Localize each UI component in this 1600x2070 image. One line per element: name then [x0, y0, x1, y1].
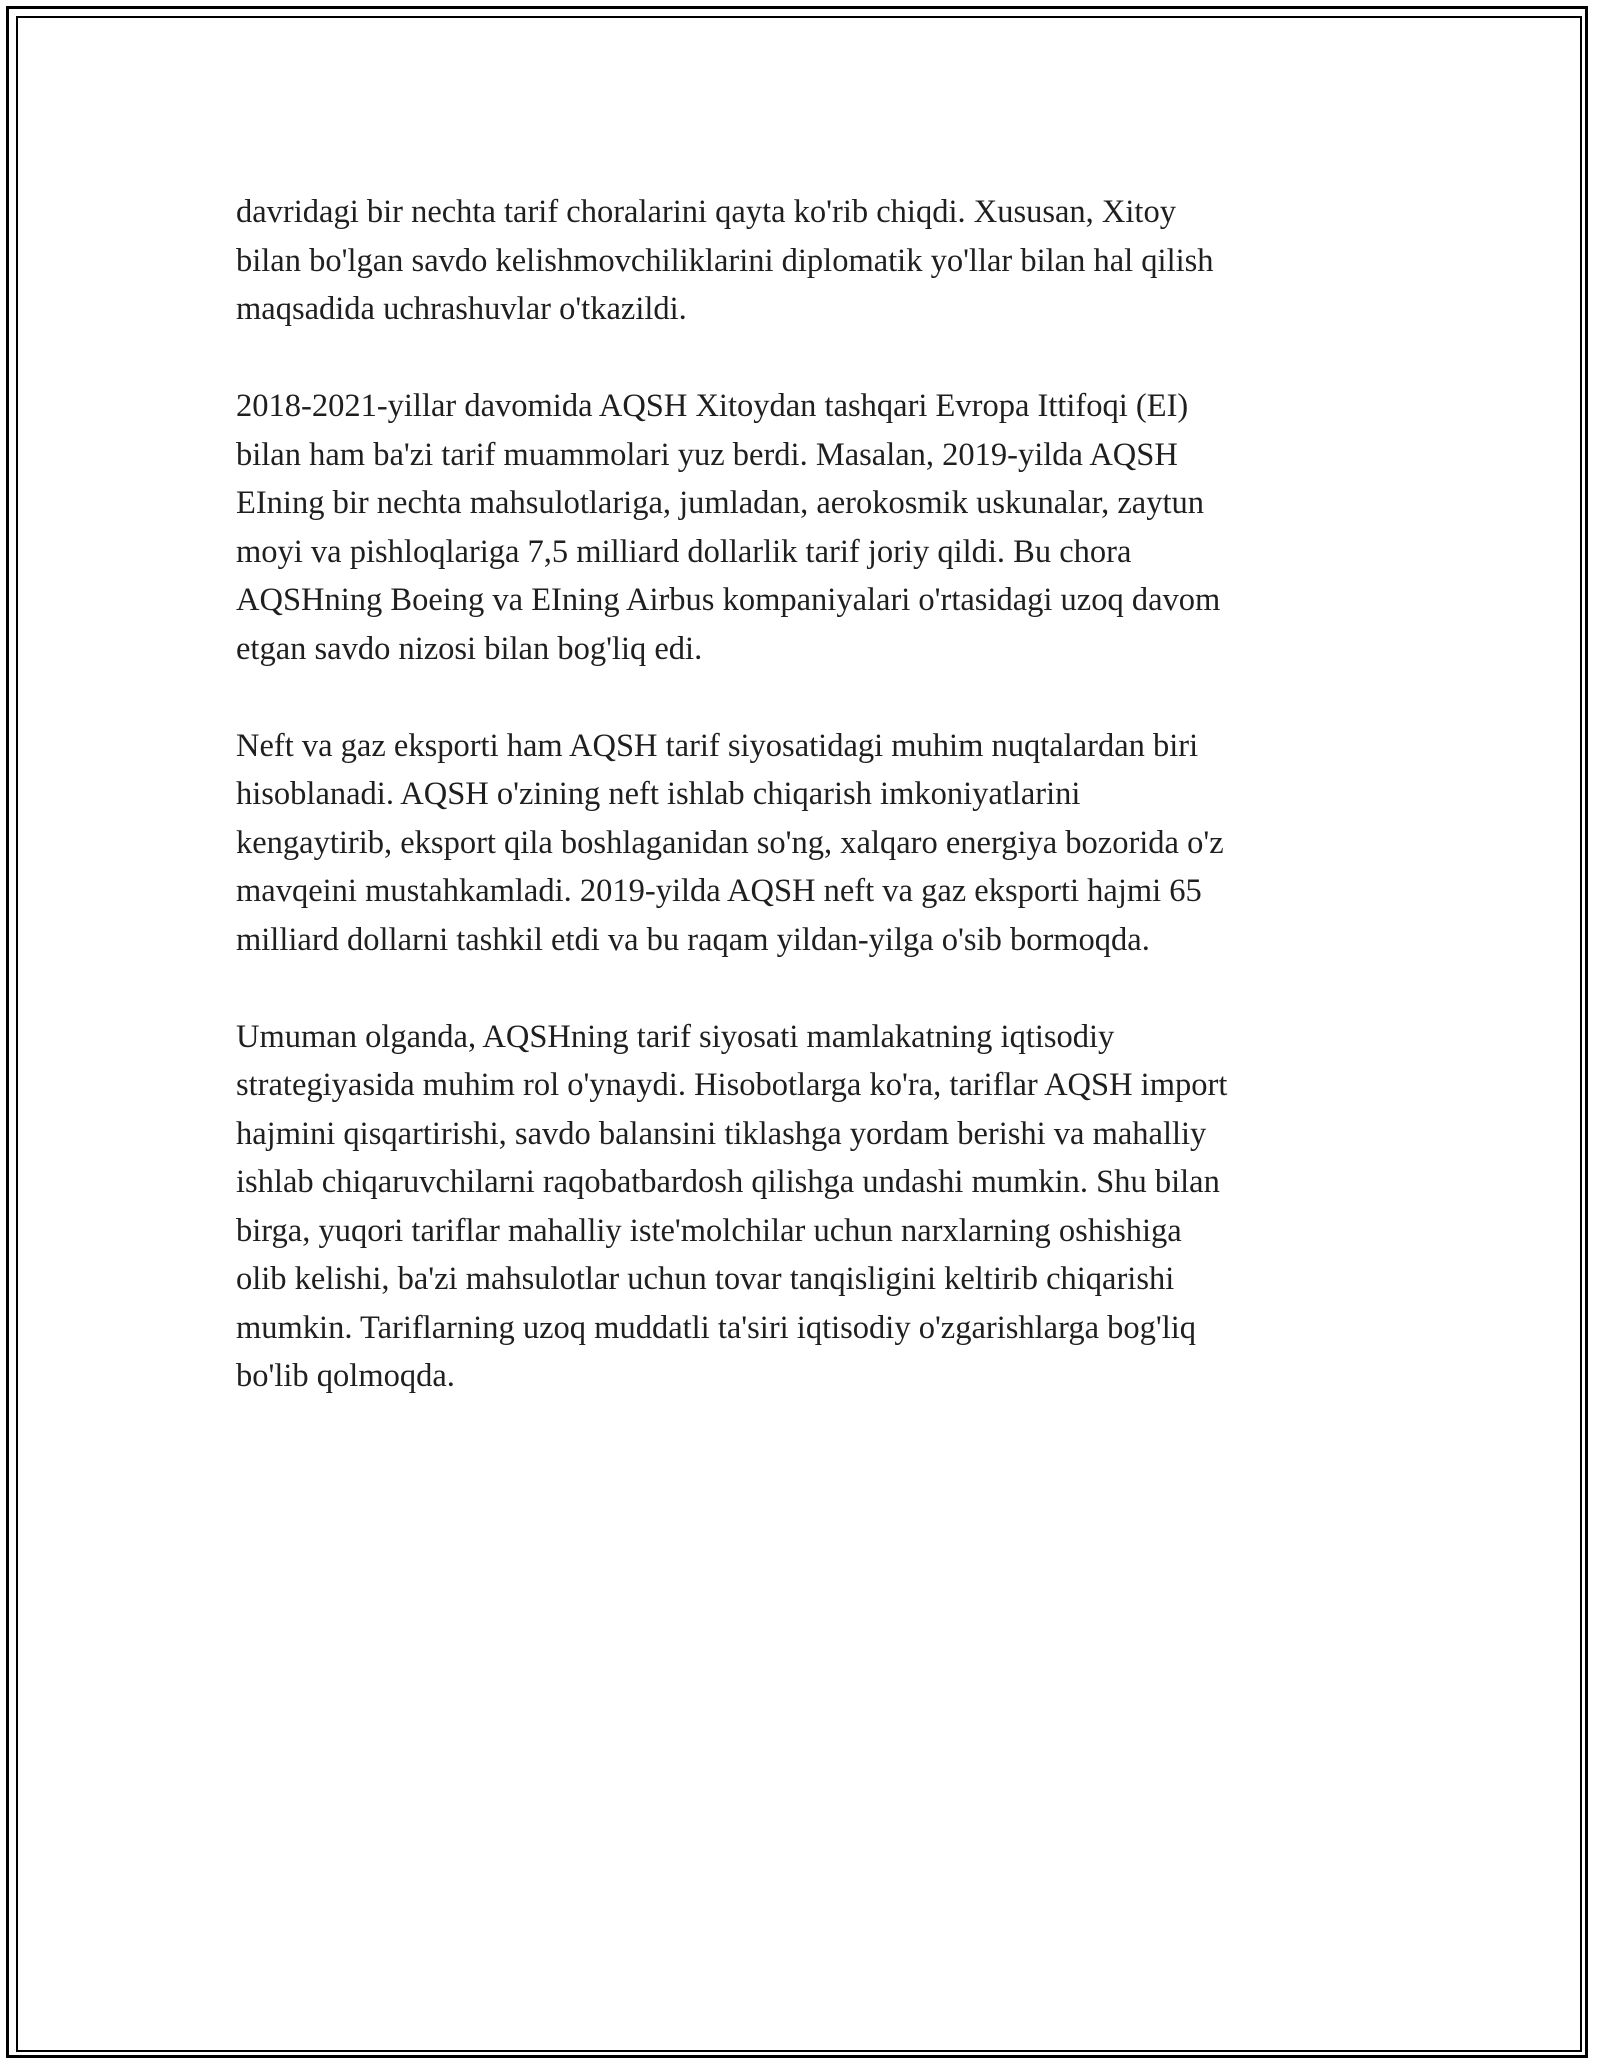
text-line: milliard dollarni tashkil etdi va bu raqam yildan-yilga o'sib bormoqda. — [236, 921, 1150, 958]
text-line: mumkin. Tariflarning uzoq muddatli ta'siri iqtisodiy o'zgarishlarga bog'liq — [236, 1309, 1197, 1346]
text-line: kengaytirib, eksport qila boshlaganidan so'ng, xalqaro energiya bozorida o'z — [236, 824, 1224, 861]
paragraph-1 — [236, 188, 1366, 334]
text-line: ishlab chiqaruvchilarni raqobatbardosh qilishga undashi mumkin. Shu bilan — [236, 1164, 1220, 1200]
text-line: mavqeini mustahkamladi. 2019-yilda AQSH neft va gaz eksporti hajmi 65 — [236, 873, 1202, 909]
text-line: etgan savdo nizosi bilan bog'liq edi. — [236, 630, 703, 667]
text-line: bo'lib qolmoqda. — [236, 1358, 455, 1394]
text-line: EIning bir nechta mahsulotlariga, jumladan, aerokosmik uskunalar, zaytun — [236, 485, 1205, 521]
text-line: maqsadida uchrashuvlar o'tkazildi. — [236, 291, 687, 327]
document-body — [236, 188, 1366, 1449]
text-line: birga, yuqori tariflar mahalliy iste'molchilar uchun narxlarning oshishiga — [236, 1212, 1182, 1249]
text-line: olib kelishi, ba'zi mahsulotlar uchun tovar tanqisligini keltirib chiqarishi — [236, 1261, 1175, 1297]
text-line: Neft va gaz eksporti ham AQSH tarif siyosatidagi muhim nuqtalardan biri — [236, 727, 1199, 764]
paragraph-4 — [236, 1013, 1366, 1401]
text-line: davridagi bir nechta tarif choralarini qayta ko'rib chiqdi. Xususan, Xitoy — [236, 194, 1176, 230]
text-line: hajmini qisqartirishi, savdo balansini tiklashga yordam berishi va mahalliy — [236, 1115, 1207, 1152]
text-line: strategiyasida muhim rol o'ynaydi. Hisobotlarga ko'ra, tariflar AQSH import — [236, 1067, 1228, 1103]
text-line: Umuman olganda, AQSHning tarif siyosati mamlakatning iqtisodiy — [236, 1018, 1115, 1055]
paragraph-3 — [236, 722, 1366, 965]
paragraph-2 — [236, 382, 1366, 673]
text-line: moyi va pishloqlariga 7,5 milliard dollarlik tarif joriy qildi. Bu chora — [236, 533, 1132, 570]
text-line: bilan ham ba'zi tarif muammolari yuz berdi. Masalan, 2019-yilda AQSH — [236, 436, 1178, 473]
text-line: bilan bo'lgan savdo kelishmovchiliklarini diplomatik yo'llar bilan hal qilish — [236, 242, 1214, 279]
text-line: AQSHning Boeing va EIning Airbus kompaniyalari o'rtasidagi uzoq davom — [236, 582, 1221, 618]
text-line: hisoblanadi. AQSH o'zining neft ishlab chiqarish imkoniyatlarini — [236, 776, 1081, 812]
text-line: 2018-2021-yillar davomida AQSH Xitoydan tashqari Evropa Ittifoqi (EI) — [236, 388, 1189, 424]
